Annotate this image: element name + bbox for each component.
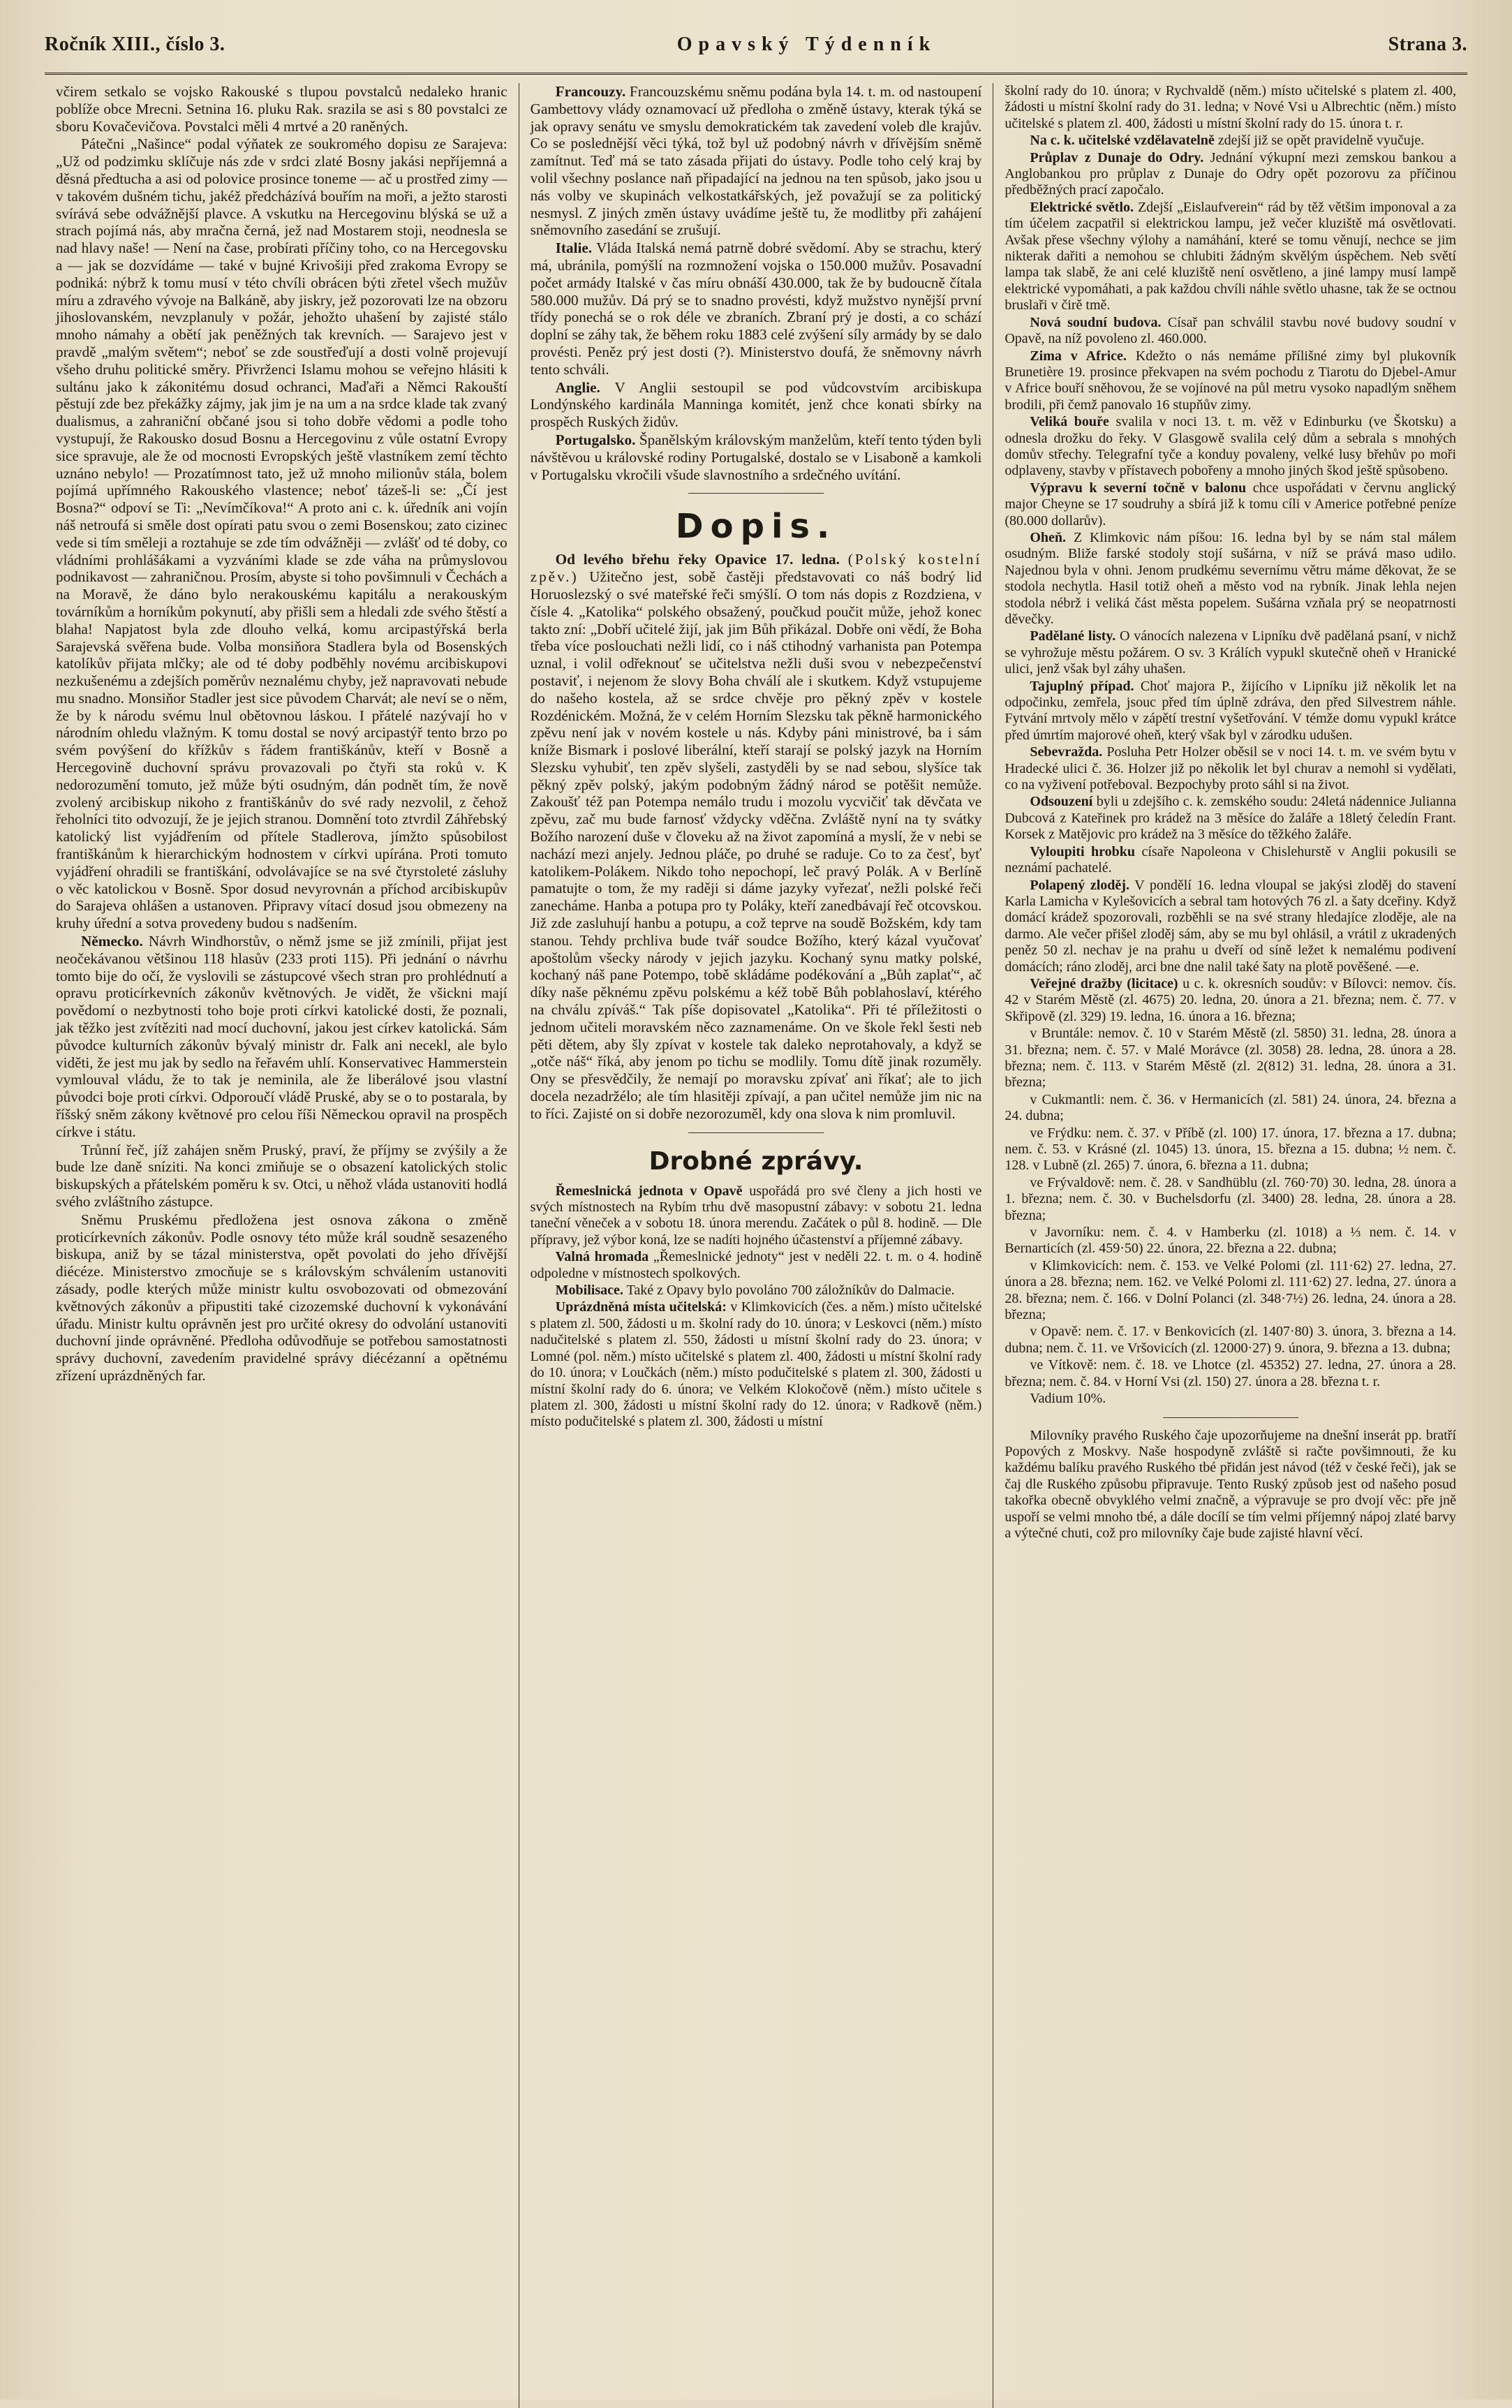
news-item — [1005, 679, 1456, 744]
section-heading: Anglie. — [555, 378, 600, 396]
auction-vadium: Vadium 10%. — [1030, 1391, 1106, 1407]
auction-item: v Javorníku: nem. č. 4. v Hamberku (zl. 1018) a ⅓ nem. č. 14. v Bernarticích (zl. 459·50) 22. února, 22. března a 22. dubna; — [1005, 1225, 1457, 1257]
news-item — [1005, 844, 1456, 877]
letter-subtitle: (Polský kostelní zpěv.) — [530, 551, 982, 586]
divider — [688, 1132, 824, 1133]
news-item-heading: Na c. k. učitelské vzdělavatelně — [1030, 133, 1215, 149]
news-item — [1005, 530, 1456, 628]
news-item — [1005, 133, 1456, 149]
news-item-text: Zdejší „Eislaufverein“ rád by těž většim imponoval a za tím účelem zacpatřil si elektrickou lampu, jež večer kluziště má osvětlovati. Avšak přese všechny výlohy a namáhání, které se tomu věnují, nechce se jim nikterak dařiti a nemohou se chlubiti žádným skvělým úspěchem. Neb světí lampa tak slabě, že ani celé kluziště není osvětleno, a jiné lampy musí lampě elektrické vypomáhati, a pak každou chvíli náhle světlo uhasne, tak že se octnou bruslaři v čirě tmě. — [1005, 199, 1457, 313]
auction-list — [1005, 976, 1456, 1025]
section-heading: Italie. — [555, 239, 593, 257]
column-1 — [45, 83, 519, 2408]
news-item-text: V pondělí 16. ledna vloupal se jakýsi zloděj do stavení Karla Lamicha v Kylešovicích a sebral tam hotových 76 zl. a šaty dceřiny. Když domácí krádež spozorovali, rozběhli se na své strany hledajíce zloděje, ale na darmo. Ale večer přišel zloděj sám, aby se mu byl ohlásil, a vrátil z ukradených peněz 50 zl. nechav je na prahu u dveří od síně ležet k nemalému podivení domácích; ráno zloděj, arci bne dne nalil také šaty na plotě pověšené. —e. — [1005, 877, 1457, 975]
auction-item: v Opavě: nem. č. 17. v Benkovicích (zl. 1407·80) 3. února, 3. března a 14. dubna; nem. č. 11. ve Vršovicích (zl. 12000·27) 9. února, 9. března a 13. dubna; — [1005, 1324, 1457, 1356]
news-item-text: Choť majora P., žijícího v Lipníku již několik let na odpočinku, zemřela, jsouc před tím úplně zdráva, den před Silvestrem náhle. Fytvání mrtvoly mělo v zápětí trestní vyšetřování. V témže domu vypukl krátce před úmrtím majorové oheň, který však byl v zárodku udušen. — [1005, 678, 1457, 743]
news-item — [531, 1249, 982, 1282]
news-item-text: Posluha Petr Holzer oběsil se v noci 14. t. m. ve svém bytu v Hradecké ulici č. 36. Holzer již po několik let byl churav a nemohl si vydělati, co na vyživení potřeboval. Bezpochyby proto sáhl si na život. — [1005, 744, 1457, 793]
news-item — [1005, 628, 1456, 677]
page-number: Strana 3. — [1388, 34, 1467, 55]
news-item-heading: Řemeslnická jednota v Opavě — [555, 1183, 743, 1199]
news-item-text: Také z Opavy bylo povoláno 700 záložníkův do Dalmacie. — [626, 1283, 955, 1299]
news-item-text: Z Klimkovic nám píšou: 16. ledna byl by se nám stal málem osudným. Bliže farské stodoly stojí sušárna, v níž se prává maso udilo. Najednou byla v ohni. Jenom prudkému severnímu větru máme děkovat, že se stodola nechytla. Hasil totiž oheň a město vod na rybník. Jinak lehla nejen stodola nébrž i veliká část města popelem. Sušárna vzňala prý se neopatrnosti děvečky. — [1005, 529, 1457, 627]
news-item-heading: Sebevražda. — [1030, 744, 1103, 760]
news-item — [1005, 150, 1456, 199]
letter-dateline: Od levého břehu řeky Opavice 17. ledna. — [555, 551, 840, 568]
news-item-heading: Padělané listy. — [1030, 628, 1116, 644]
news-item-heading: Polapený zloděj. — [1030, 877, 1129, 893]
auction-item: v Klimkovicích: nem. č. 153. ve Velké Polomi (zl. 111·62) 27. ledna, 27. února a 28. března; nem. 162. ve Velké Polomi zl. 111·62) 27. ledna, 27. února a 28. března; nem. č. 166. v Dolní Polanci (zl. 348·7½) 26. ledna, 24. února a 28. března; — [1005, 1257, 1457, 1323]
article-italy — [531, 239, 982, 378]
columns — [45, 83, 1467, 2408]
news-item — [1005, 414, 1456, 480]
news-item-heading: Tajuplný případ. — [1030, 678, 1134, 694]
news-item-text: Jednání výkupní mezi zemskou bankou a Anglobankou pro průplav z Dunaje do Odry opět pozorovu za příčinou předběžných prací započalo. — [1005, 149, 1457, 198]
news-item — [1005, 315, 1456, 348]
news-item-text: císaře Napoleona v Chislehurstě v Anglii pokusili se neznámí pachatelé. — [1005, 843, 1457, 876]
auction-heading: Veřejné dražby (licitace) — [1030, 975, 1178, 991]
news-item-heading: Průplav z Dunaje do Odry. — [1030, 149, 1204, 165]
article-france — [531, 83, 982, 239]
news-item-text: Císař pan schválil stavbu nové budovy soudní v Opavě, na níž povoleno zl. 460.000. — [1005, 314, 1457, 347]
news-item — [531, 1283, 982, 1299]
news-item — [1005, 794, 1456, 843]
news-item-text: Kdežto o nás nemáme přílišné zimy byl plukovník Brunetière 19. prosince překvapen na svém pochodu z Tiarotu do Djebel-Amur v Africe bouří sněhovou, že se vojínové na půl metru vysoko napadlým sněhem brodili, při čemž panovalo 16 stupňův zimy. — [1005, 348, 1457, 413]
article-germany — [56, 933, 507, 1141]
auction-item: ve Frývaldově: nem. č. 28. v Sandhüblu (zl. 760·70) 30. ledna, 28. února a 1. března; nem. č. 30. v Buchelsdorfu (zl. 3400) 28. ledna, 28. února a 28. března; — [1005, 1174, 1457, 1223]
news-item-heading: Vyloupiti hrobku — [1030, 843, 1135, 859]
section-heading: Portugalsko. — [555, 431, 636, 448]
news-item-heading: Elektrické světlo. — [1030, 199, 1134, 215]
divider — [688, 493, 824, 494]
newspaper-title: Opavský Týdenník — [676, 34, 937, 55]
news-item-heading: Výpravu k severní točně v balonu — [1030, 480, 1247, 496]
news-item — [1005, 744, 1456, 793]
news-item-text: v Klimkovicích (čes. a něm.) místo učitelské s platem zl. 500, žádosti u m. školní rady do 10. února; v Leskovci (něm.) místo nadučitelské s platem zl. 550, žádosti u místní školní rady do 23. února; v Lomné (pol. něm.) místo učitelské s platem zl. 400, žádosti u místní školní rady do 10. února; v Loučkách (něm.) místo podučitelské s platem zl. 300, žádosti u místní školní rady do 6. února; ve Velkém Klokočově (něm.) místo učitele s platem zl. 300, žádosti u místní školní rady do 12. února; v Radkově (něm.) místo podučitelské s platem zl. 300, žádosti u místní — [530, 1299, 982, 1430]
article-text: Návrh Windhorstův, o němž jsme se již zmínili, přijat jest neočekávanou většinou 118 hlasův (233 proti 115). Při jednání o návrhu tomto bije do očí, že vyslovili se zástupcové všech stran pro prohlédnutí a opravu proticírkevních zákonův květnových. Je vidět, že všickni mají povědomí o nezbytnosti toho boje proti církvi katolické dosti, že poznali, jak těžko jest zvítěziti nad mocí duchovní, jakou jest církev katolická. Sám původce kulturních zákonův bývalý ministr dr. Falk ani necekl, ale bylo viděti, že jest mu jak by sedlo na řeřavém uhlí. Konservativec Hammerstein vymlouval vládu, že to tak je neminila, ale že liberálové jsou vlastní původci boje proti církvi. Odporoučí vládě Pruské, aby se o to postarala, by říšský sněm zákony květnové pro celou říši Německou opravil na prospěch církve i státu. — [56, 933, 507, 1140]
news-item: školní rady do 10. února; v Rychvaldě (něm.) místo učitelské s platem zl. 400, žádosti u místní školní rady do 31. ledna; v Nové Vsi u Albrechtic (něm.) místo učitelské s platem zl. 400, žádosti u místní školní rady do 15. února t. r. — [1005, 83, 1457, 131]
running-head — [45, 34, 1467, 75]
article-paragraph: Pátečni „Našince“ podal výňatek ze soukromého dopisu ze Sarajeva: „Už od podzimku sklíčuje nás zde v srdci zlaté Bosny jakási nepříjemná a děsná předtucha a asi od polovice prosince toneme — ač u prostřed zimy — v takovém dušném tichu, jakéž předcházívá bouřím na moři, a ježto starosti svírává sebe odvážnější plavce. A vskutku na Hercegovinu blýská se už a strach pojímá nás, aby mračna černá, jež nad Mostarem stoji, neodnesla se nad hlavy naše! — Není na čase, probírati příčiny toho, co na Hercegovsku a — jak se dozvídáme — také v bujné Krivošiji před zrakoma Evropy se podniká: nýbrž k tomu musí v této chvíli obrácen býti zřetel všech mužův míru a zdravého vývoje na Balkáně, aby jiskry, jež pozorovati lze na obzoru jihoslovanském, nevzplanuly v požár, jehožto uhašení by zajisté stálo mnoho námahy a obětí jak peněžných tak krevních. — Sarajevo jest v pravdě „malým světem“; neboť se zde soustřeďují a dosti volně projevují všeho druhu politické směry. Přivrženci Islamu mohou se veřejno hlásiti k sultánu jako k zákonitému dosud ochranci, Maďaři a Němci Rakouští pěstují zde bez překážky zájmy, jak jim je na um a na srdce klade tak zvaný dualismus, a zahraniční občané jsou si toho dobře vědomi a podle toho vystupují, že Rakousko dosud Bosnu a Hercegovinu z vůle ostatní Evropy sice spravuje, ale že od mocnosti Evropských ještě vlastníkem zemí těchto uznáno nebylo! — Prozatímnost tato, jež už mnoho milionův stála, bolem pojímá upřímného Rakouského vlastence; neboť tázeš-li se: „Čí jest Bosna?“ odpoví se Ti: „Nevímčíkova!“ A proto ani c. k. úředník ani vojín náš netroufá si směle dost opírati patu svou o zemi Bosenskou; zato cizinec vede si tím směleji a roztahuje se zde tím odvážněji — zvlášť od té doby, co vládními prohlášákami a vyzváními klade se zde váha na průmyslovou podnikavost — zahraničnou. Prosím, abyste si toho povšimnuli v Čechách a na Moravě, že dáno bylo nerakouskému kapitálu a nerakouským továrníkům a horníkům pokynutí, aby přišli sem a hledali zde svého štěstí a blaha! Napjatost byla zde dlouho velká, komu arcipastýřská berla Sarajevská svěřena bude. Volba monsiňora Stadlera byla od Bosenských katolíkův přijata mlčky; ale od té doby podběhly novému arcibiskupovi nezkušenému a zdejších poměrův neznalému chyby, jež napravovati nebude mu snadno. Monsiňor Stadler jest sice původem Charvát; ale neví se o něm, že by k národu svému lnul obětovnou láskou. I přátelé nazývají ho v národním ohledu vlažným. K tomu dostal se nový arcipastýř tento brzo po svém povýšení do křížkův s řádem františkánův, kteří v Bosně a Hercegovině duchovní správu provazovali po čtyři sta roků v. K nedorozumění tomuto, jež může býti osudným, dán podnět tím, že nově zvolený arcibiskup nikoho z františkánův do své rady nezvolil, z čehož řeholníci tito odvozují, že je jejich stranou. Domnění toto ztvrdil Záhřebský katolický list vyjádřením od přítele Stadlerova, jímžto spůsobilost františkánům k hierarchickým hodnostem v církvi upírána. Proti tomuto vyjádření ohradili se františkání, odvolávajíce se na své čtyrstoleté zásluhy o věc katolickou v Bosně. Spor dosud nevyrovnán a příchod arcibiskupův do Sarajeva ohlášen a ustanoven. Připravy vítací dosud jsou obmezeny na kruhy úřední a sotva provedeny budou s nadšením. — [56, 135, 507, 932]
news-item-heading: Nová soudní budova. — [1030, 314, 1162, 330]
article-england — [531, 379, 982, 431]
auction-item: v Cukmantli: nem. č. 36. v Hermanicích (zl. 581) 24. února, 24. března a 24. dubna; — [1005, 1091, 1457, 1124]
news-item-text: uspořádá pro své členy a jich hosti ve svých místnostech na Rybím trhu dvě masopustní zábavy: v sobotu 21. ledna taneční věneček a v sobotu 18. února merendu. Začátek o půl 8. hodině. — Dle přípravy, jež výbor koná, lze se nadíti hojného účastenství a příjemné zábavy. — [530, 1183, 982, 1248]
auction-text: u c. k. okresních soudův: v Bílovci: nemov. čís. 42 v Starém Městě (zl. 4675) 20. ledna, 20. února a 21. března; nem. č. 77. v Skřipově (zl. 329) 19. ledna, 16. února a 16. března; — [1005, 975, 1457, 1024]
news-item — [531, 1183, 982, 1249]
volume-number: Ročník XIII., číslo 3. — [45, 34, 225, 55]
letter-paragraph — [531, 551, 982, 1122]
news-item-text: „Řemeslnické jednoty“ jest v neděli 22. t. m. o 4. hodině odpoledne v místnostech spolkových. — [530, 1249, 982, 1281]
news-item — [1005, 200, 1456, 314]
news-item-text: zdejší již se opět pravidelně vyučuje. — [1217, 133, 1425, 149]
divider — [1163, 1417, 1298, 1418]
section-heading: Francouzy. — [555, 83, 626, 100]
auction-item: v Bruntále: nemov. č. 10 v Starém Městě (zl. 5850) 31. ledna, 28. února a 31. března; nem. č. 57. v Malé Morávce (zl. 3058) 28. ledna, 28. února a 28. března; nem. č. 113. v Starém Městě (zl. 2(812) 31. ledna, 28. února a 31. března; — [1005, 1026, 1457, 1091]
news-item-text: chce uspořádati v červnu anglický major Cheyne se 17 soudruhy a sbírá již k tomu cíli v Americe potřebné peníze (80.000 dollarův). — [1005, 480, 1457, 529]
news-item — [1005, 348, 1456, 414]
article-paragraph: Trůnní řeč, jíž zahájen sněm Pruský, praví, že příjmy se zvýšily a že bude lze daně sníziti. Na konci zmiňuje se o obsazení katolických stolic biskupských a přátelském poměru k sv. Otci, u něhož vláda ustanoviti hodlá svého zvláštního zástupce. — [56, 1141, 507, 1210]
article-paragraph: Sněmu Pruskému předložena jest osnova zákona o změně proticírkevních zákonův. Podle osnovy této může král soudně sesazeného biskupa, aniž by se tázal ministerstva, opět povolati do jeho dřívější diécéze. Ministerstvo zmocňuje se s královským schválením ustanoviti zásady, podle kterých může ministr kultu osvobozovati od obmezování květnových zákonův a připustiti také cizozemské duchovní k vykonávání úřadu. Ministr kultu oprávněn jest pro určité okresy do odvolání ustanoviti duchovní jinde oprávněné. Předloha odůvodňuje se potřebou samostatnosti správy duchovní, zavedením pravidelné správy diécézanní a opětnému zřízení uprázdněných far. — [56, 1211, 507, 1384]
news-item-text: byli u zdejšího c. k. zemského soudu: 24letá nádennice Julianna Dubcová z Kateřinek pro krádež na 3 měsíce do žaláře a 18letý čeledín Frant. Korsek z Matějovic pro krádež na 3 měsíce do těžkého žaláře. — [1005, 794, 1457, 843]
article-text: Vláda Italská nemá patrně dobré svědomí. Aby se strachu, který má, ubránila, pomýšlí na rozmnožení vojska o 150.000 mužův. Posavadní počet armády Italské v čas míru obnáší 430.000, tak že by budoucně čítala 580.000 mužův. Dá prý se to snadno provésti, když mužstvo nynější první třídy ponechá se o rok déle ve zbraních. Zbraní prý je dosti, a co schází doplní se záhy tak, že během roku 1883 celé zvýšení síly armády by se dalo provésti. Peněz prý jest dosti (?). Ministerstvo doufá, že sněmovny návrh tento schváli. — [530, 239, 982, 378]
auction-item: ve Vítkově: nem. č. 18. ve Lhotce (zl. 45352) 27. ledna, 27. února a 28. března; nem. č. 84. v Horní Vsi (zl. 150) 27. února a 28. března t. r. — [1005, 1357, 1457, 1389]
article-text: Francouzskému sněmu podána byla 14. t. m. od nastoupení Gambettovy vlády oznamovací už předloha o změně ústavy, kterak týká se jak opravy senátu ve smyslu demokratickém tak zavedení voleb dle krajův. Co se poslednější věci týká, tož byl už podobný návrh v dřívějším sněmě zamítnut. Teď má se tato zásada přijati do ústavy. Podle toho celý kraj by volil všechny poslance naň připadající na jednou na ten spůsob, jako jsou u nás volby ve skupinách velkostatkářských, jež považují se za politický nesmysl. Z jiných změn ústavy uvádíme ještě tu, že modlitby při zahájení sněmovního zasedání se zrušují. — [530, 83, 982, 239]
news-item-heading: Veliká bouře — [1030, 414, 1109, 430]
letter-heading: Dopis. — [675, 507, 837, 547]
news-item — [1005, 878, 1456, 975]
news-item-text: O vánocích nalezena v Lipníku dvě padělaná psaní, v nichž se vyhrožuje městu požárem. O sv. 3 Králích vypukl skutečně oheň v Hranické ulici, jenž však byl záhy uhašen. — [1005, 628, 1457, 677]
article-portugal — [531, 431, 982, 483]
news-item — [531, 1299, 982, 1430]
column-2 — [519, 83, 993, 2408]
auction-item: ve Frýdku: nem. č. 37. v Příbě (zl. 100) 17. února, 17. března a 17. dubna; nem. č. 53. v Krásné (zl. 1045) 13. února, 15. března a 15. dubna; ½ nem. č. 128. v Lubně (zl. 265) 7. února, 6. března a 11. dubna; — [1005, 1125, 1457, 1174]
news-item — [1005, 480, 1456, 529]
article-text: Španělským královským manželům, kteří tento týden byli návštěvou u královské rodiny Portugalské, dostalo se v Lisaboně a kamkoli v Portugalsku vkročili všude slavnostního a srdečného uvítání. — [530, 431, 982, 483]
news-item-heading: Mobilisace. — [555, 1283, 623, 1299]
news-item-heading: Odsouzení — [1030, 794, 1093, 810]
section-heading: Německo. — [81, 933, 143, 950]
letter-text: Užitečno jest, sobě častěji představovati co náš bodrý lid Horuoslezský o své mateřské řeči smýšlí. O tom nás dopis z Rozdziena, v čísle 4. „Katolika“ polského obsažený, poučkud poučit může, jehož konec takto zní: „Dobří učitelé žijí, jak jim Bůh přikázal. Dobře oni vědí, že Boha třeba více poslouchati nežli lidí, co i náš ctihodný varhanista pan Potempa uznal, i volil odřeknouť se učitelstva nežli duši svou v nebezpečenství postaviť, i nejenom že slovy Boha chválí ale i skutkem. Když vstupujeme do našeho kostela, až se srdce chvěje pro pěkný zpěv v kostele Rozdénickém. Možná, že v celém Horním Slezsku tak pěkně harmonického zpěvu není jak v novém kostele u nás. Kdyby páni ministrové, ba i sám kníže Bismark i poslové liberální, kteří starají se polský jazyk na Horním Slezsku vyhubiť, ten zpěv slyšeli, zastyděli by se nad sebou, slyšíce tak pěkný zpěv polský, jakým podobným žádný národ se potěšit nemůže. Zakoušť též pan Potempa nemálo trudu i mozolu vycvičiť tak děvčata ve zpěvu, zač mu bude farnosť vždycky vděčna. Zvláště nyní na ty svátky Božího narození duše v človeku až na život zapomíná a myslí, že v nebi se nachází mezi anjely. Jednou pláče, po druhé se raduje. Co to za česť, byť katolikem-Polákem. Nikdo toho nepochopí, leč pravý Polák. A v Berlíně pamatujte o tom, že my raději si dáme jazyky vyřezať, nežli polské řeči zanecháme. Hanba a potupa pro ty Poláky, kteří zanedbávají řeč otcovskou. Již zde zasluhují hanbu a potupu, a což teprve na soudě Božském, kdy tam stanou. Tehdy prchliva bude tvář soudce Božího, který kázal vyučovať apoštolům všecky národy v jejich jazyku. Kochaný synu matky polské, kochaný náš pane Potempo, tobě skládáme podékování a „Bůh zaplať“, ač díky naše pěknému zpěvu polskému a kéž tobě Bůh poblahoslaví, ktérého na chválu zpíváš.“ Tak píše dopisovatel „Katolika“. Při té příležitosti o jednom učiteli moravském něco zaznamenáme. On ve škole řekl šesti neb pěti dětem, aby šly zpívat v kostele tak daleko neprotahovaly, a když se „otče náš“ říká, aby jenom po tichu se modlily. Tomu dítě jinak rozuměly. Ony se přesvědčily, že nemají po moravsku zpívať ani říkať; ale to jich docela nezadržélo; ale tím hlasitěji zpívají, a pan učitel nemůže jim nic na to říci. Zajisté on si dobře nezorozuměl, kdy ona slova k nim promluvil. — [530, 568, 982, 1122]
news-item-heading: Oheň. — [1030, 529, 1067, 545]
news-item-text: svalila v noci 13. t. m. věž v Edinburku (ve Škotsku) a odnesla drožku do řeky. V Glasgowě svalila celý dům a sebrala s mnohých domův střechy. Telegrafní tyče a konduy povaleny, velké lusy břehův po moři odplaveny, stavby v přístavech pobořeny a mnoho jiných škod ještě spůsobeno. — [1005, 414, 1457, 479]
article-paragraph: včirem setkalo se vojsko Rakouské s tlupou povstalců nedaleko hranic poblíže obce Mrecni. Setnina 16. pluku Rak. srazila se asi s 80 povstalci ze sboru Kovačevičova. Povstalci měli 4 mrtvé a 20 raněných. — [56, 83, 507, 135]
news-item-heading: Uprázdněná místa učitelská: — [555, 1299, 727, 1315]
tea-advertisement-note: Milovníky pravého Ruského čaje upozorňujeme na dnešní inserát pp. bratří Popových z Moskvy. Naše hospodyně zvláště si račte povšimnouti, že ku každému balíku pravého Ruského tbé přidán jest návod (též v české řeči), jak se čaj dle Ruského způsobu připravuje. Tento Ruský způsob jest od našeho posud takořka obecně obvyklého velmi značně, a výpravuje se pro dvojí věc: pře jně uspoří se velmi mnoho tbé, a dále docílí se tím velmi příjemný nápoj zlaté barvy a výtečné chuti, což pro milovníky čaje bude zajisté hlavní věcí. — [1005, 1427, 1457, 1541]
news-heading: Drobné zprávy. — [648, 1146, 864, 1176]
news-item-heading: Valná hromada — [555, 1249, 649, 1265]
column-3 — [993, 83, 1467, 2408]
news-item-heading: Zima v Africe. — [1030, 348, 1127, 364]
article-text: V Anglii sestoupil se pod vůdcovstvím arcibiskupa Londýnského kardinála Manninga komitét, jenž chce konati sbírky na prospěch Ruských židův. — [530, 378, 982, 431]
